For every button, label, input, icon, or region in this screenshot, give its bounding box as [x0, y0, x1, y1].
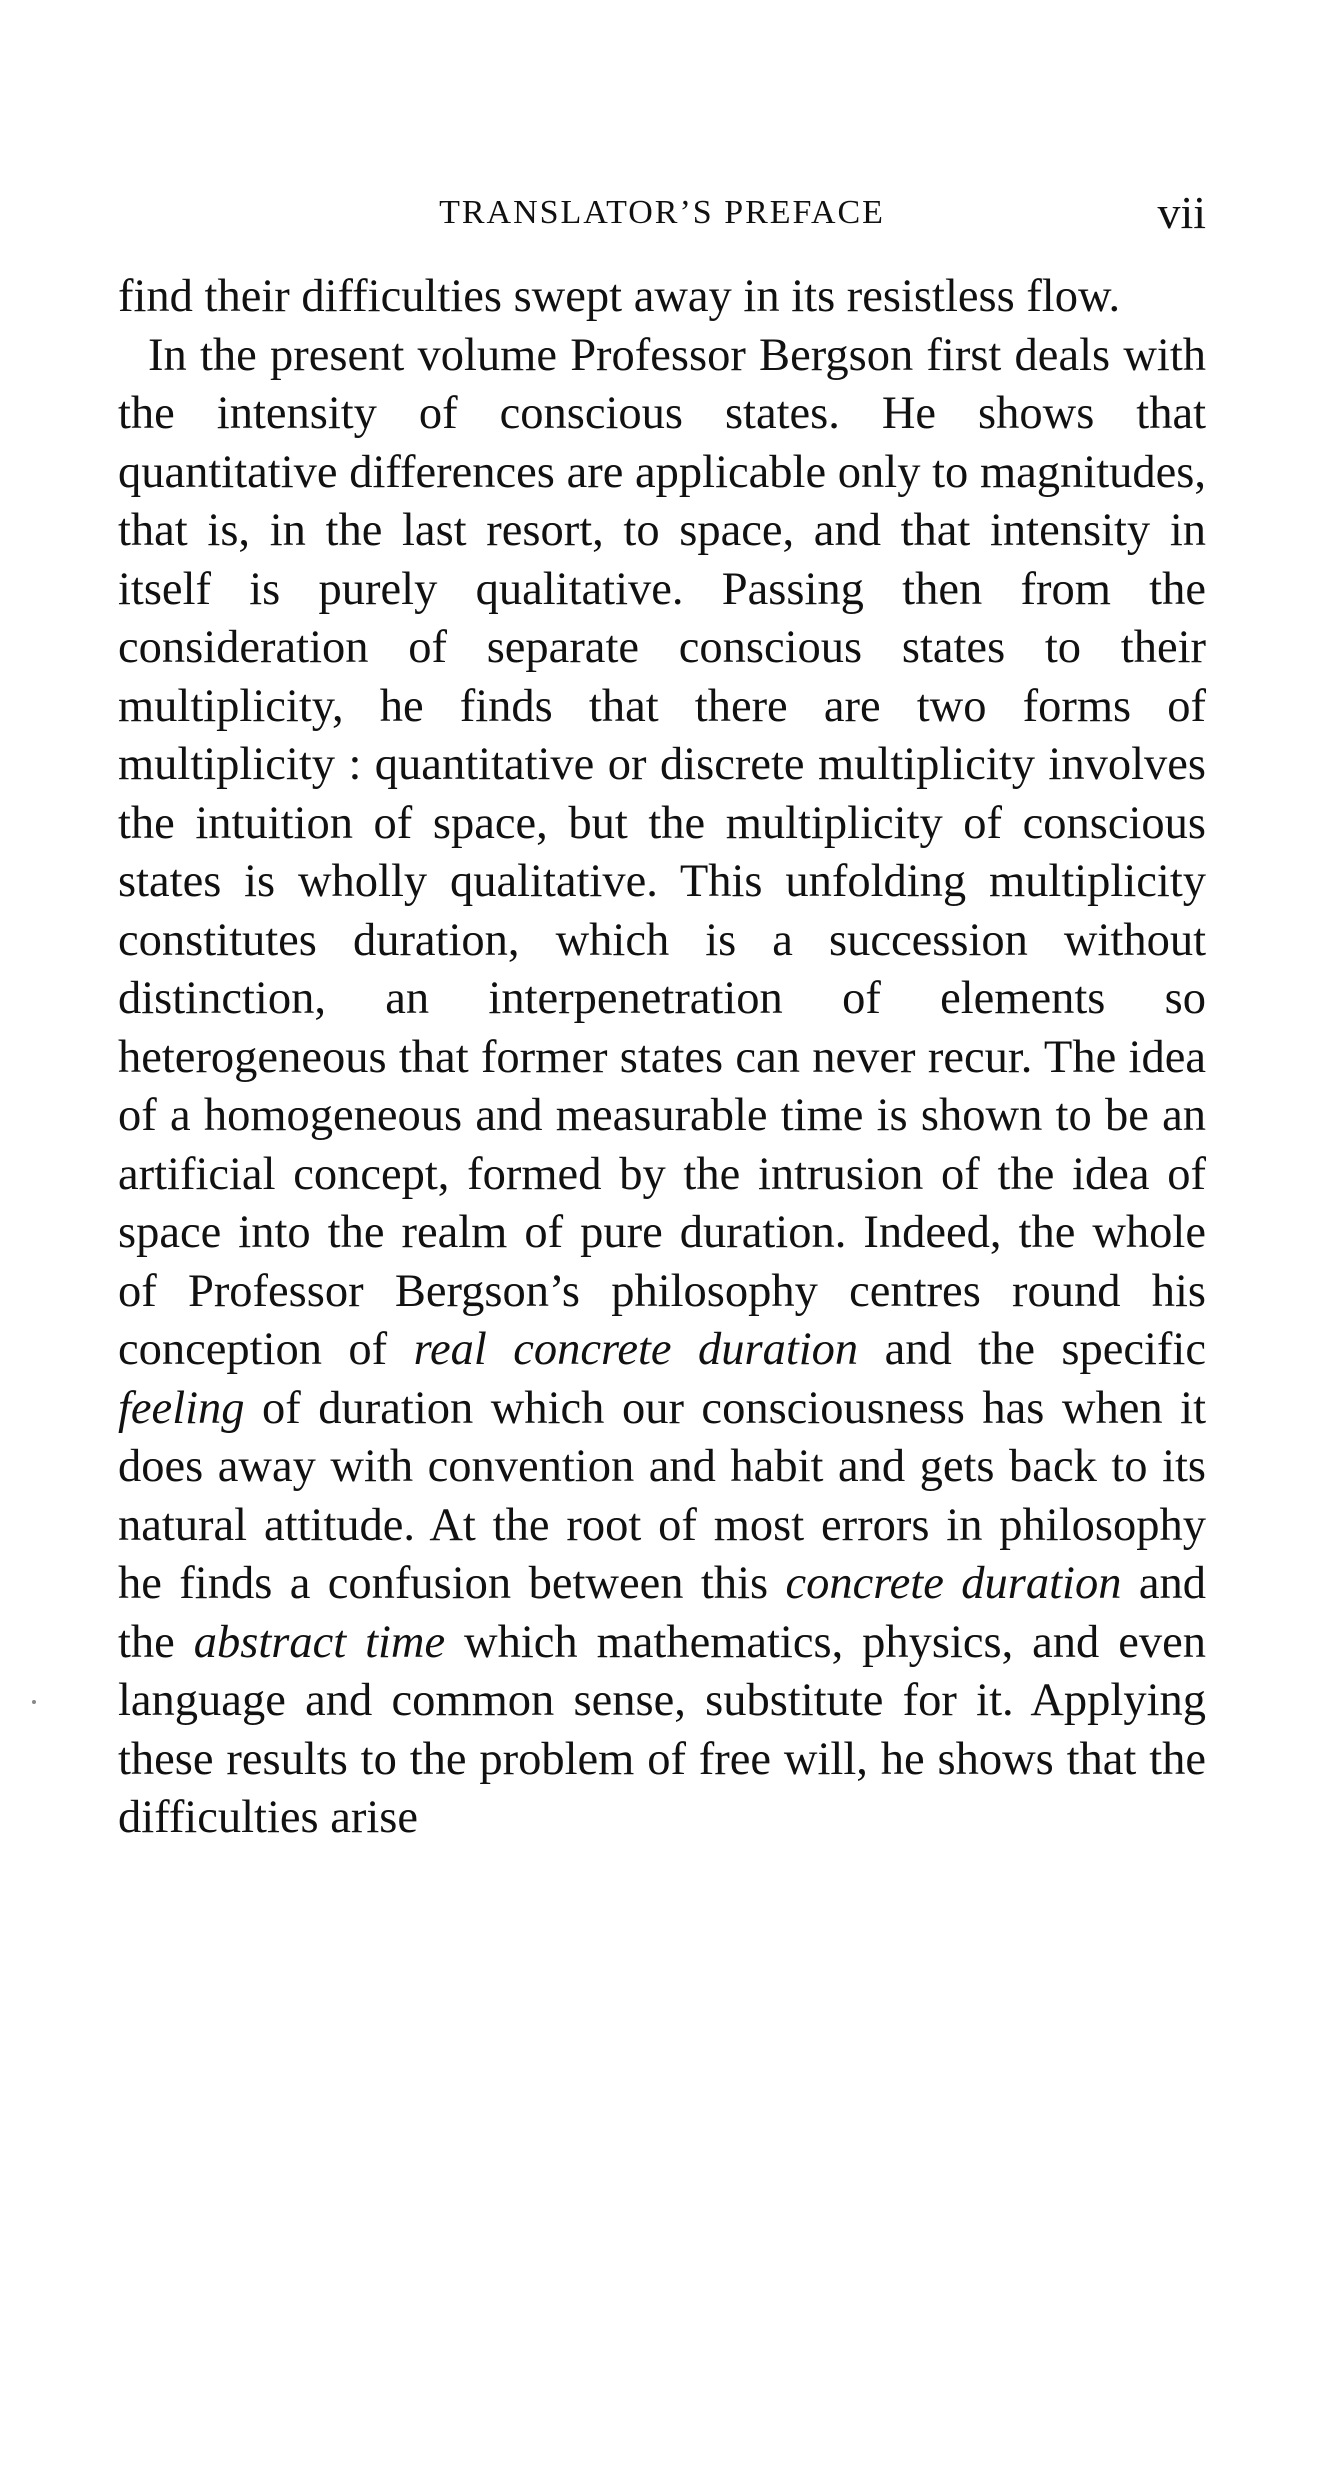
page-number: vii: [1157, 187, 1206, 238]
paragraph-continued: [118, 268, 1206, 327]
text-run: and the: [118, 1558, 1207, 1668]
body-text: [118, 268, 1206, 1848]
paragraph: [118, 327, 1206, 1848]
italic-phrase: real concrete duration: [413, 1324, 859, 1375]
italic-phrase: concrete duration: [785, 1558, 1122, 1609]
text-run: In the present volume Professor Bergson first deals with the intensity of conscious states. He shows that quantitative differences are applicable only to magnitudes, that is, in the last resort, to space, and that intensity in itself is purely qualitative. Passing then from the consideration of separate conscious states to their multiplicity, he finds that there are two forms of multiplicity : quantitative or discrete multiplicity involves the intuition of space, but the multiplicity of conscious states is wholly qualitative. This unfolding multiplicity constitutes duration, which is a succession without distinction, an interpenetration of elements so heterogeneous that former states can never recur. The idea of a homogeneous and measurable time is shown to be an artificial concept, formed by the intrusion of the idea of space into the realm of pure duration. Indeed, the whole of Professor Bergson’s philosophy centres round his conception of: [118, 329, 1206, 1375]
text-run: and the specific: [858, 1324, 1206, 1375]
italic-phrase: abstract time: [193, 1616, 446, 1668]
running-title: TRANSLATOR’S PREFACE: [439, 194, 885, 231]
text-run: of duration which our consciousness has when it does away with convention and habit and gets back to its natural attitude. At the root of most errors in philosophy he finds a confusion between this: [118, 1382, 1206, 1609]
running-head: [118, 186, 1206, 246]
margin-speck: [32, 1700, 36, 1704]
text-run: which mathematics, physics, and even language and common sense, substitute for it. Applying these results to the problem of free will, he shows that the difficulties arise: [118, 1616, 1206, 1843]
text-run: find their difficulties swept away in its resistless flow.: [118, 271, 1121, 322]
italic-phrase: feeling: [118, 1382, 245, 1434]
